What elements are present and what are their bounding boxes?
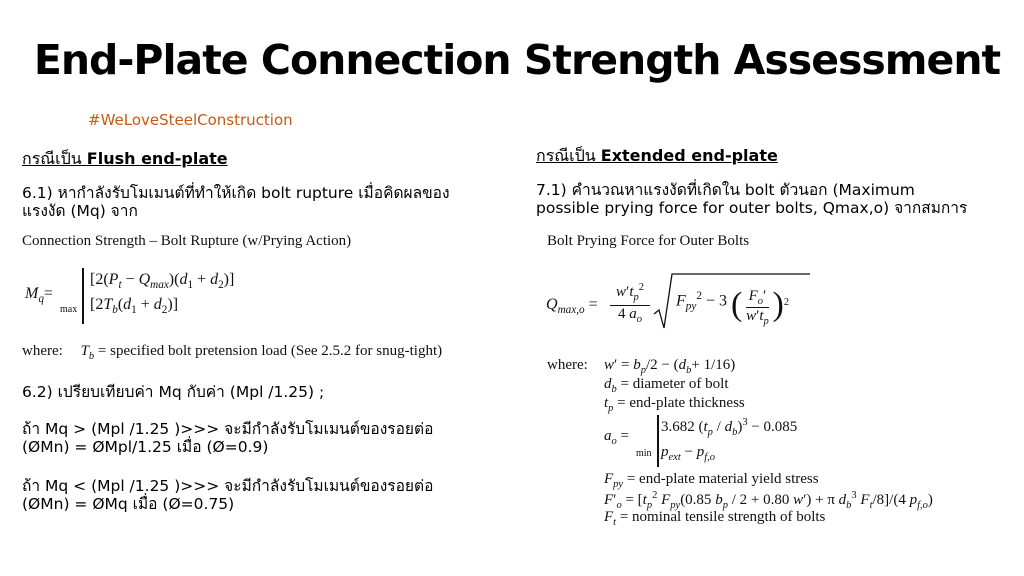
step-6-1-line2: แรงงัด (Mq) จาก bbox=[22, 202, 138, 220]
step-7-1-line1: 7.1) คำนวณหาแรงงัดที่เกิดใน bolt ตัวนอก (Maximum bbox=[536, 181, 915, 199]
max-label: max bbox=[60, 304, 78, 315]
ao-bracket-bar bbox=[657, 415, 659, 467]
case-1-line1: ถ้า Mq > (Mpl /1.25 )>>> จะมีกำลังรับโมเมนต์ของรอยต่อ bbox=[22, 420, 434, 438]
flush-heading-bold: Flush end-plate bbox=[86, 149, 228, 168]
step-6-1-line1: 6.1) หากำลังรับโมเมนต์ที่ทำให้เกิด bolt rupture เมื่อคิดผลของ bbox=[22, 184, 450, 202]
def-tp-text: = end-plate thickness bbox=[617, 395, 745, 411]
case-2-line1: ถ้า Mq < (Mpl /1.25 )>>> จะมีกำลังรับโมเมนต์ของรอยต่อ bbox=[22, 477, 434, 495]
def-fpy-text: = end-plate material yield stress bbox=[626, 471, 819, 487]
qmax-symbol: $Q_{max,o}$ = bbox=[546, 296, 598, 317]
def-db-text: = diameter of bolt bbox=[620, 376, 729, 392]
extended-heading bbox=[536, 144, 778, 169]
extended-heading-prefix: กรณีเป็น bbox=[536, 146, 596, 165]
extended-heading-bold: Extended end-plate bbox=[600, 146, 778, 165]
qmax-inner-fraction: ( $\frac{F_o'}{w't_p}$ )$^2$ bbox=[731, 286, 790, 328]
step-6-2: 6.2) เปรียบเทียบค่า Mq กับค่า (Mpl /1.25) ; bbox=[22, 383, 325, 401]
page-title: End-Plate Connection Strength Assessment bbox=[33, 36, 1001, 84]
mq-formula bbox=[22, 268, 492, 328]
qmax-fraction bbox=[610, 282, 650, 325]
mq-term-1: $[2(P_t - Q_{max})(d_1 + d_2)]$ bbox=[90, 271, 235, 292]
def-fo-prime: $F'_o = [t_p^2$ $F_{py}(0.85$ $b_p / 2 + 0.80$ w′) + π $d_b^3$ $F_t/8]/(4$ $p_{f,o}$) bbox=[604, 490, 933, 511]
flush-heading bbox=[22, 147, 228, 172]
qmax-numerator: $w't_p^2$ bbox=[616, 282, 644, 303]
step-7-1 bbox=[536, 181, 1020, 217]
ao-term-1: 3.682 $(t_p / d_b)^3 - 0.085$ bbox=[661, 417, 798, 438]
ao-term-2: $p_{ext} - p_{f,o}$ bbox=[661, 444, 716, 463]
case-1 bbox=[22, 420, 502, 456]
flush-where-text: = specified bolt pretension load (See 2.5.2 for snug-tight) bbox=[97, 343, 443, 359]
def-ao-symbol: $a_o$ = bbox=[604, 428, 629, 447]
hashtag: #WeLoveSteelConstruction bbox=[88, 111, 293, 129]
flush-where-line bbox=[22, 343, 442, 362]
flush-where-label: where: bbox=[22, 343, 63, 359]
qmax-radicand: $F_{py}^2 - 3$ bbox=[676, 290, 727, 313]
mq-term-2: $[2T_b(d_1 + d_2)]$ bbox=[90, 296, 179, 317]
def-db: $d_b$ = diameter of bolt bbox=[604, 376, 729, 395]
qmax-formula bbox=[546, 270, 1016, 340]
extended-formula-caption: Bolt Prying Force for Outer Bolts bbox=[547, 233, 750, 249]
def-w-prime: $w' = b_p/2 - (d_b+ 1/16)$ bbox=[604, 357, 736, 376]
def-ft-text: = nominal tensile strength of bolts bbox=[619, 509, 826, 525]
step-7-1-line2: possible prying force for outer bolts, Qmax,o) จากสมการ bbox=[536, 199, 968, 217]
tb-symbol: $T_b$ bbox=[80, 343, 95, 362]
def-tp: $t_p$ = end-plate thickness bbox=[604, 395, 745, 414]
case-2 bbox=[22, 477, 502, 513]
formula-bracket-bar bbox=[82, 268, 84, 324]
case-1-line2: (ØMn) = ØMpl/1.25 เมื่อ (Ø=0.9) bbox=[22, 438, 269, 456]
flush-heading-prefix: กรณีเป็น bbox=[22, 149, 82, 168]
def-fpy: $F_{py}$ = end-plate material yield stress bbox=[604, 471, 819, 490]
ao-min-label: min bbox=[636, 448, 652, 459]
qmax-denominator: 4 $a_o$ bbox=[610, 305, 650, 325]
step-6-1 bbox=[22, 184, 502, 220]
mq-symbol: $M_q=$ bbox=[25, 285, 53, 306]
extended-where-label: where: bbox=[547, 357, 588, 373]
case-2-line2: (ØMn) = ØMq เมื่อ (Ø=0.75) bbox=[22, 495, 235, 513]
flush-formula-caption: Connection Strength – Bolt Rupture (w/Prying Action) bbox=[22, 233, 352, 249]
def-ft: $F_t$ = nominal tensile strength of bolts bbox=[604, 509, 826, 528]
